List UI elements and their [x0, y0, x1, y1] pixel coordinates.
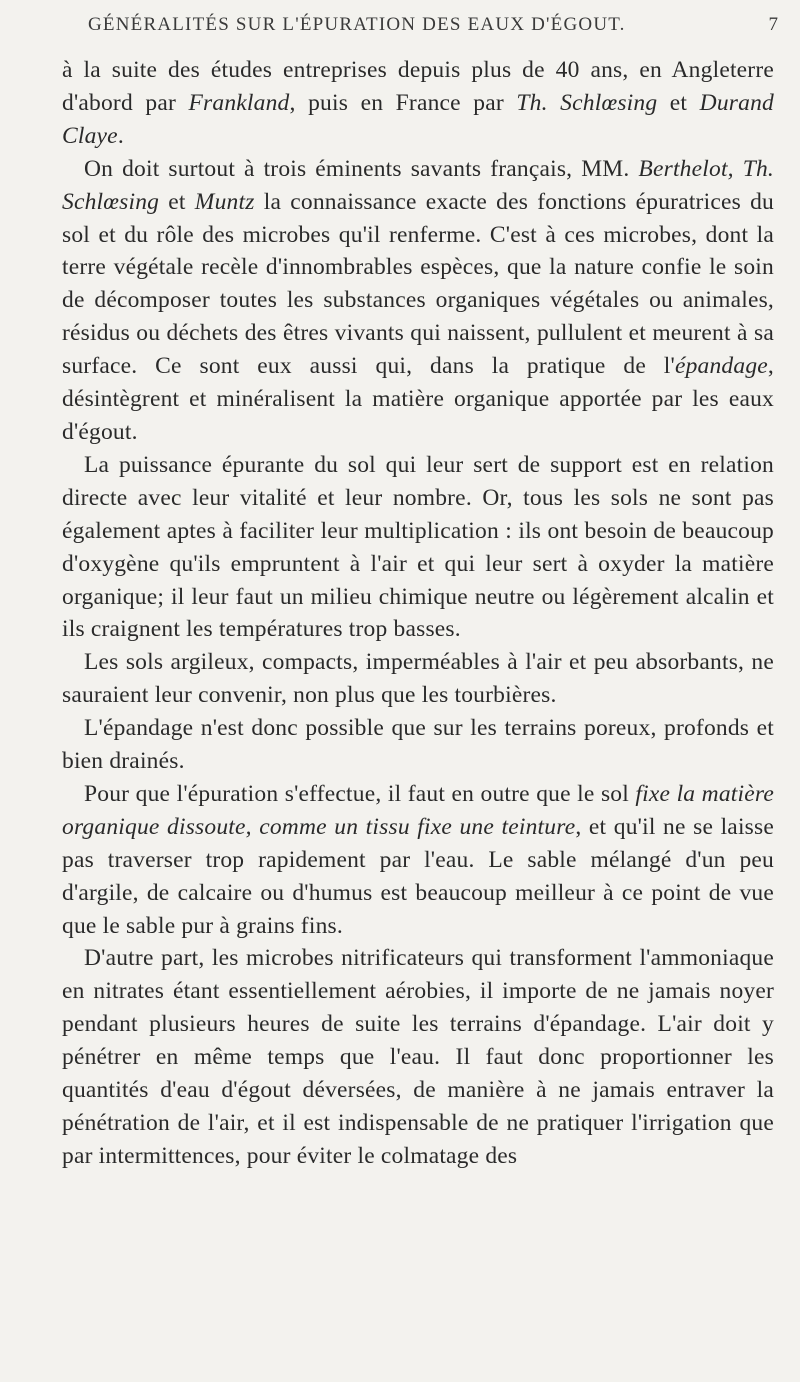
author-name: Berthelot, Th. Schlœsing: [62, 155, 774, 215]
page-header: [60, 14, 778, 44]
emphasis: épandage: [674, 353, 768, 380]
paragraph-6: Pour que l'épuration s'effectue, il faut en outre que le sol fixe la matière organique dissoute, comme un tissu fixe une teinture, et qu'il ne se laisse pas traverser trop rapidement par l'eau. Le sable mélangé d'un peu d'argile, de calcaire ou d'humus est beaucoup meilleur à ce point de vue que le sable pur à grains fins.: [62, 780, 774, 939]
paragraph-3: La puissance épurante du sol qui leur sert de support est en relation directe avec leur vitalité et leur nombre. Or, tous les sols ne sont pas également aptes à faciliter leur multiplication : ils ont besoin de beaucoup d'oxygène qu'ils empruntent à l'air et qui leur sert à oxyder la matière organique; il leur faut un milieu chimique neutre ou légèrement alcalin et ils craignent les températures trop basses.: [62, 451, 774, 643]
paragraph-2: On doit surtout à trois éminents savants français, MM. Berthelot, Th. Schlœsing et Muntz la connaissance exacte des fonctions épuratrices du sol et du rôle des microbes qu'il renferme. C'est à ces microbes, dont la terre végétale recèle d'innombrables espèces, que la nature confie le soin de décomposer toutes les substances organiques végétales ou animales, résidus ou déchets des êtres vivants qui naissent, pullulent et meurent à sa surface. Ce sont eux aussi qui, dans la pratique de l'épandage, désintègrent et minéralisent la matière organique apportée par les eaux d'égout.: [62, 155, 774, 445]
paragraph-7: D'autre part, les microbes nitrificateurs qui transforment l'ammoniaque en nitrates étant essentiellement aérobies, il importe de ne jamais noyer pendant plusieurs heures de suite les terrains d'épandage. L'air doit y pénétrer en même temps que l'eau. Il faut donc proportionner les quantités d'eau d'égout déversées, de manière à ne jamais entraver la pénétration de l'air, et il est indispensable de ne pratiquer l'irrigation que par intermittences, pour éviter le colmatage des: [62, 945, 774, 1169]
running-head: GÉNÉRALITÉS SUR L'ÉPURATION DES EAUX D'ÉGOUT.: [88, 14, 626, 35]
page-body: [62, 54, 774, 1173]
author-name: Durand Claye: [62, 89, 774, 149]
author-name: Th. Schlœsing: [516, 89, 658, 116]
author-name: Frankland: [188, 89, 290, 116]
paragraph-1: à la suite des études entreprises depuis plus de 40 ans, en Angleterre d'abord par Frankland, puis en France par Th. Schlœsing et Durand Claye.: [62, 57, 774, 149]
paragraph-4: Les sols argileux, compacts, imperméables à l'air et peu absorbants, ne sauraient leur convenir, non plus que les tourbières.: [62, 649, 774, 709]
author-name: Muntz: [194, 188, 255, 215]
paragraph-5: L'épandage n'est donc possible que sur les terrains poreux, profonds et bien drainés.: [62, 715, 774, 775]
page-number: 7: [768, 14, 778, 35]
emphasis: fixe la matière organique dissoute, comme un tissu fixe une teinture: [62, 780, 774, 840]
